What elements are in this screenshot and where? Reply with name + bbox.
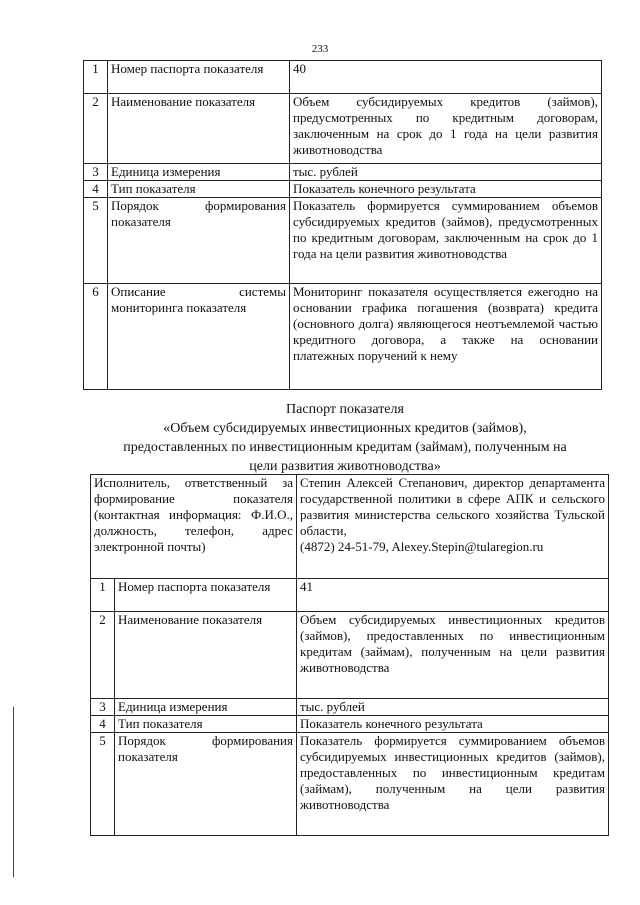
table-row [91,733,609,836]
row-value: 40 [290,61,602,94]
row-label: Номер паспорта показателя [108,61,290,94]
row-label: Наименование показателя [115,612,297,699]
row-label: Номер паспорта показателя [115,579,297,612]
row-value: Объем субсидируемых кредитов (займов), предусмотренных по кредитным договорам, заключенным на срок до 1 года на цели развития животноводства [290,94,602,164]
row-number: 4 [84,181,108,198]
page-number: 233 [311,43,329,55]
heading-indicator-name: предоставленных по инвестиционным кредитам (займам), полученным на [123,440,567,455]
table-row [91,699,609,716]
heading-indicator-name: «Объем субсидируемых инвестиционных кредитов (займов), [163,421,527,436]
table-row [91,579,609,612]
row-label: Единица измерения [115,699,297,716]
executor-label: Исполнитель, ответственный за формирование показателя (контактная информация: Ф.И.О., должность, телефон, адрес электронной почты) [91,475,297,579]
row-value: Объем субсидируемых инвестиционных кредитов (займов), предоставленных по инвестиционным кредитам (займам), полученным на цели развития животноводства [297,612,609,699]
row-label: Тип показателя [115,716,297,733]
row-number: 3 [84,164,108,181]
row-label: Порядок формирования показателя [115,733,297,836]
row-value: Показатель конечного результата [297,716,609,733]
table-row [84,94,602,164]
row-number: 1 [84,61,108,94]
table-row [84,181,602,198]
row-value: Показатель формируется суммированием объемов субсидируемых кредитов (займов), предусмотренных по кредитным договорам, заключенным на срок до 1 года на цели развития животноводства [290,198,602,284]
executor-row [91,475,609,579]
row-value: Показатель конечного результата [290,181,602,198]
row-number: 2 [84,94,108,164]
row-value: Мониторинг показателя осуществляется ежегодно на основании графика погашения (возврата) кредита (основного долга) являющегося неотъемлемой частью кредитного договора, а также на основании платежных поручений к нему [290,284,602,390]
row-label: Порядок формирования показателя [108,198,290,284]
row-value: 41 [297,579,609,612]
row-label: Наименование показателя [108,94,290,164]
table-row [84,61,602,94]
executor-info [297,475,609,579]
row-value: тыс. рублей [297,699,609,716]
row-number: 2 [91,612,115,699]
row-number: 5 [84,198,108,284]
heading-indicator-name: цели развития животноводства» [249,459,441,474]
row-number: 1 [91,579,115,612]
row-value: тыс. рублей [290,164,602,181]
row-label: Единица измерения [108,164,290,181]
row-number: 5 [91,733,115,836]
row-label: Описание системы мониторинга показателя [108,284,290,390]
row-number: 3 [91,699,115,716]
scan-margin-line [13,707,14,877]
row-label: Тип показателя [108,181,290,198]
row-number: 6 [84,284,108,390]
passport-table-40 [83,60,602,390]
table-row [91,612,609,699]
passport-table-41 [90,474,609,836]
row-value: Показатель формируется суммированием объемов субсидируемых инвестиционных кредитов (займов), предоставленных по инвестиционным кредитам (займам), полученным на цели развития животноводства [297,733,609,836]
table-row [84,198,602,284]
row-number: 4 [91,716,115,733]
table-row [84,164,602,181]
passport-heading [80,400,610,476]
table-row [91,716,609,733]
executor-contact: (4872) 24-51-79, Alexey.Stepin@tularegion.ru [300,539,544,554]
table-row [84,284,602,390]
heading-title: Паспорт показателя [286,402,404,417]
executor-value: Степин Алексей Степанович, директор департамента государственной политики в сфере АПК и сельского развития министерства сельского хозяйства Тульской области, [300,475,605,538]
